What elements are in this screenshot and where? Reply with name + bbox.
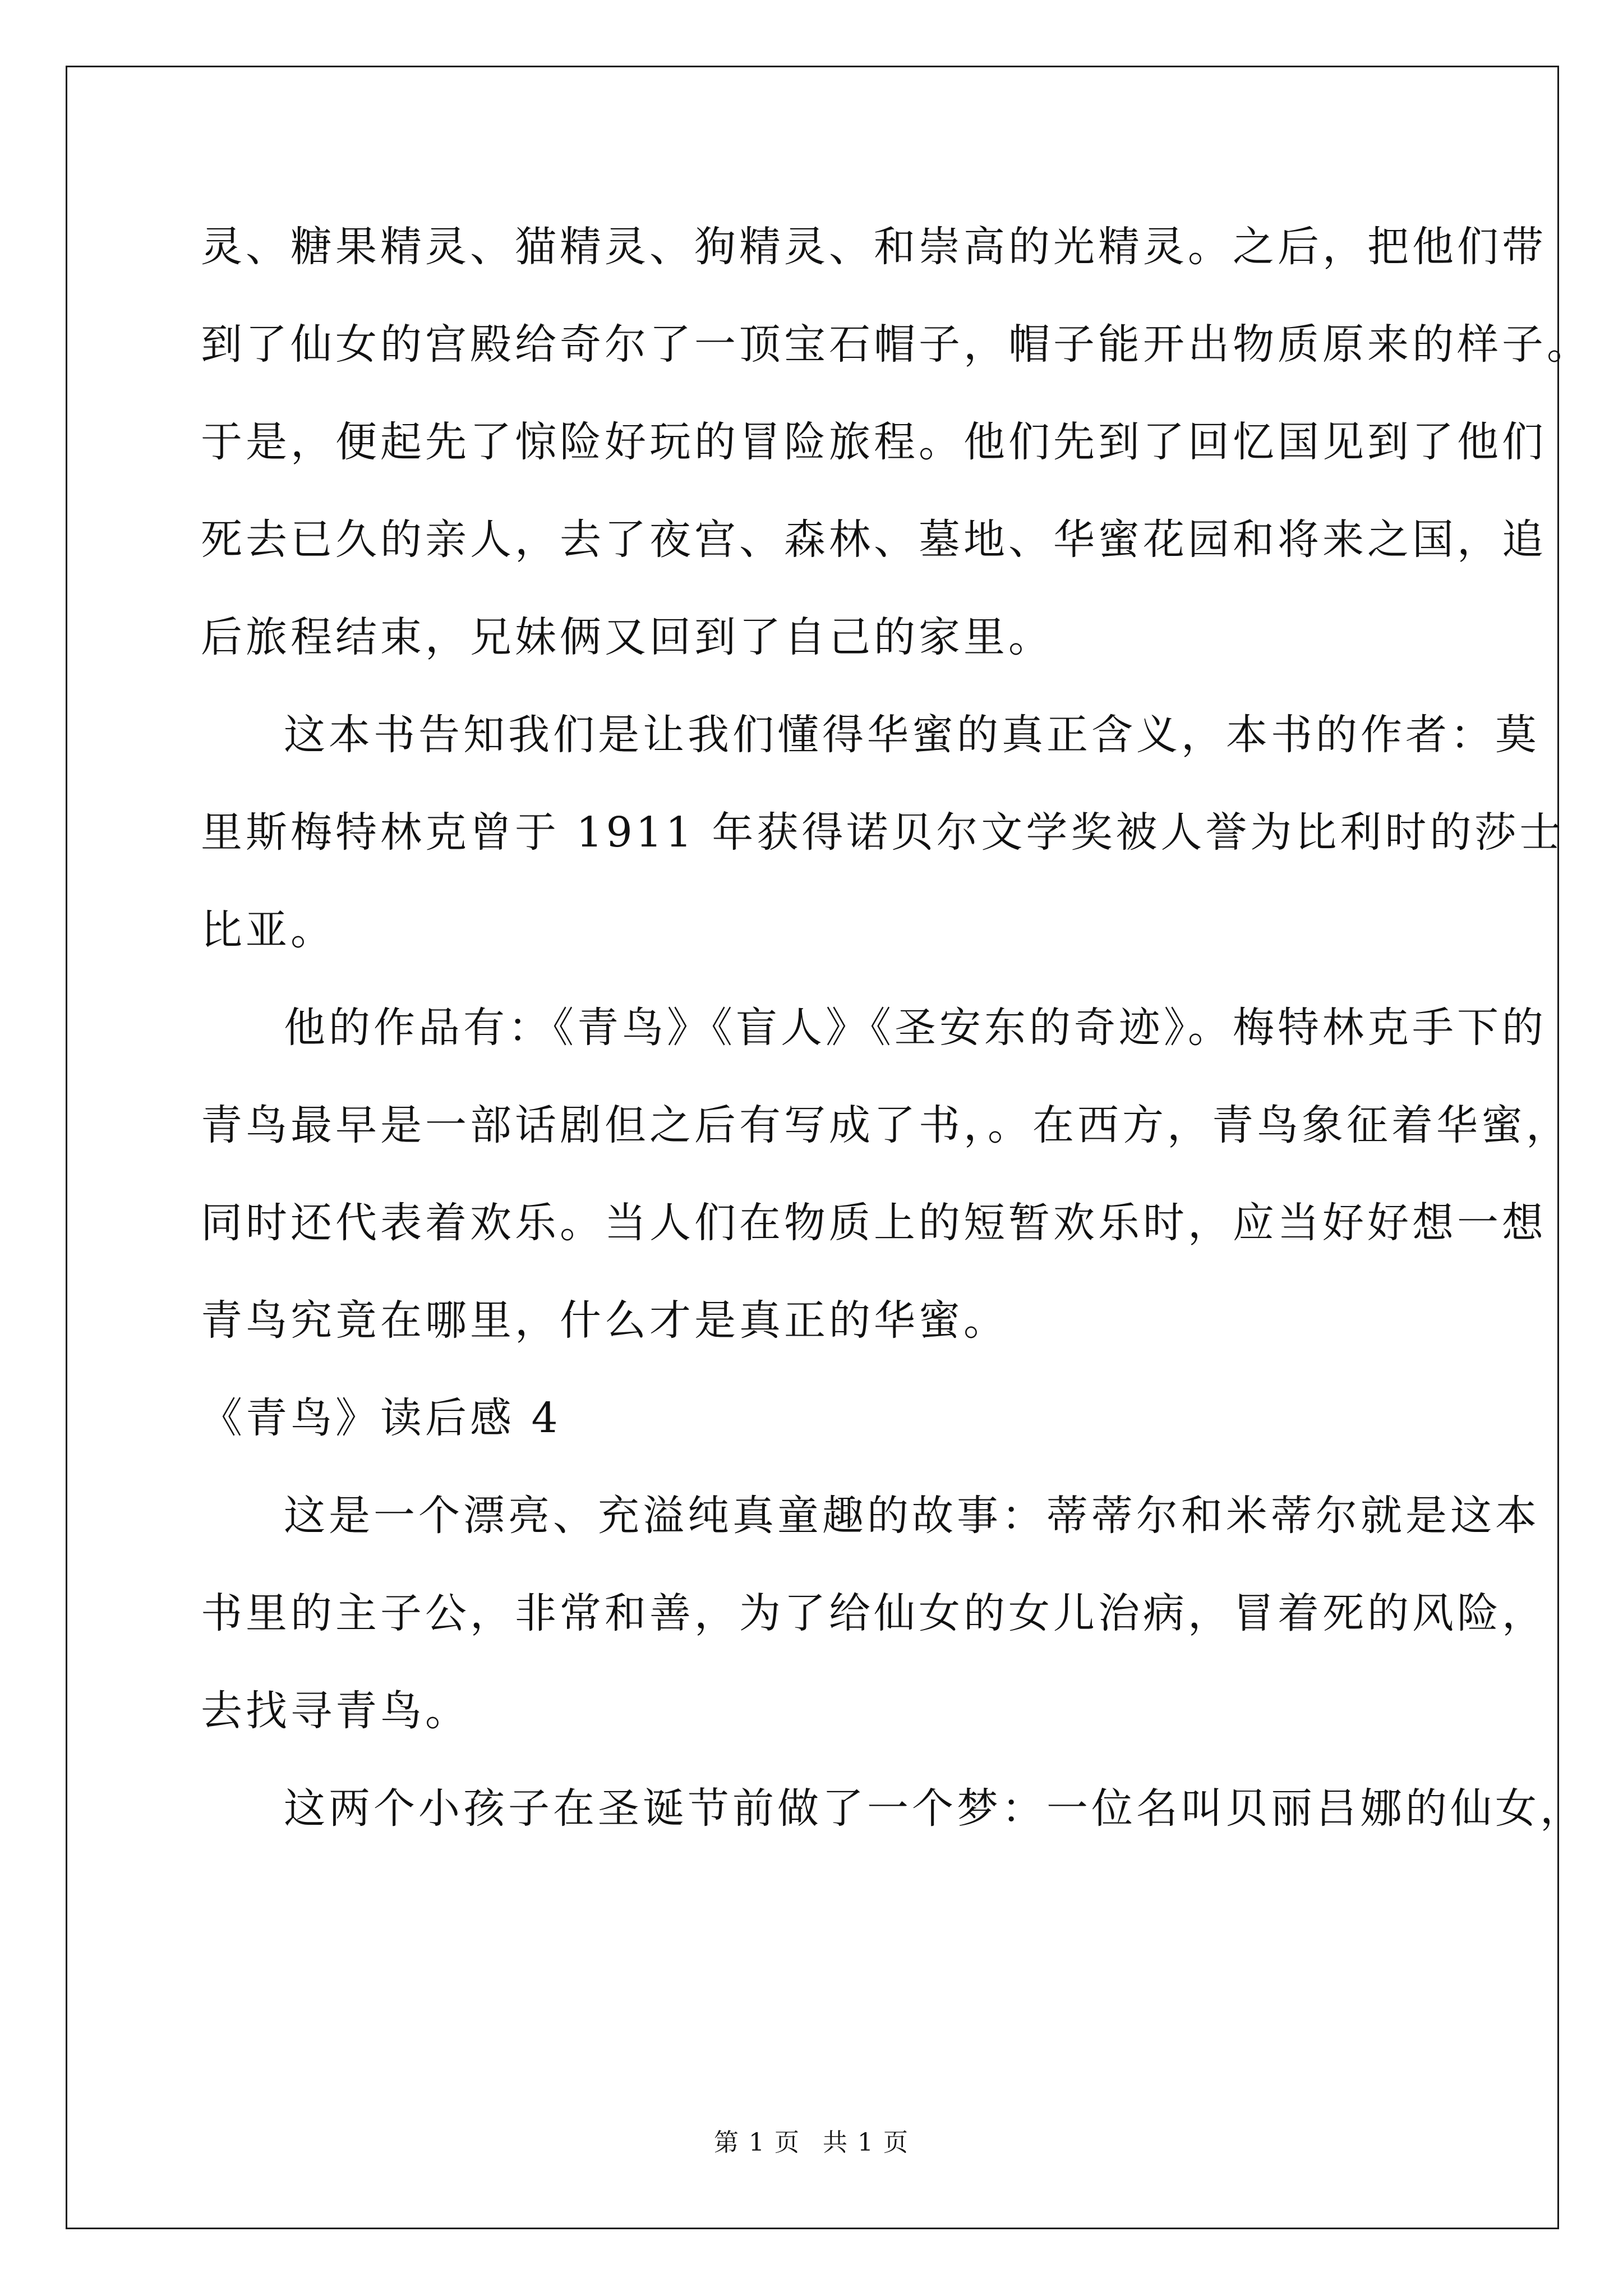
body-line: 他的作品有：《青鸟》《盲人》《圣安东的奇迹》。梅特林克手下的 bbox=[284, 1004, 1547, 1052]
body-line: 去找寻青鸟。 bbox=[201, 1687, 470, 1735]
body-line: 青鸟最早是一部话剧但之后有写成了书，。在西方，青鸟象征着华蜜， bbox=[201, 1101, 1571, 1149]
body-line: 这两个小孩子在圣诞节前做了一个梦：一位名叫贝丽吕娜的仙女， bbox=[284, 1784, 1585, 1833]
section-heading: 《青鸟》读后感 4 bbox=[201, 1394, 561, 1442]
body-line: 书里的主子公，非常和善，为了给仙女的女儿治病，冒着死的风险， bbox=[201, 1589, 1547, 1637]
body-line: 同时还代表着欢乐。当人们在物质上的短暂欢乐时，应当好好想一想 bbox=[201, 1199, 1547, 1247]
body-line: 死去已久的亲人，去了夜宫、森林、墓地、华蜜花园和将来之国，追 bbox=[201, 516, 1547, 564]
page-number: 第 1 页 bbox=[714, 2128, 800, 2157]
body-line: 比亚。 bbox=[201, 906, 335, 954]
body-line: 这是一个漂亮、充溢纯真童趣的故事：蒂蒂尔和米蒂尔就是这本 bbox=[284, 1492, 1540, 1540]
body-line: 于是，便起先了惊险好玩的冒险旅程。他们先到了回忆国见到了他们 bbox=[201, 418, 1547, 466]
body-line: 灵、糖果精灵、猫精灵、狗精灵、和崇高的光精灵。之后，把他们带 bbox=[201, 223, 1547, 271]
body-line: 青鸟究竟在哪里，什么才是真正的华蜜。 bbox=[201, 1296, 1008, 1345]
body-line: 这本书告知我们是让我们懂得华蜜的真正含义，本书的作者：莫 bbox=[284, 711, 1540, 759]
page-total: 共 1 页 bbox=[823, 2128, 909, 2157]
body-line: 里斯梅特林克曾于 1911 年获得诺贝尔文学奖被人誉为比利时的莎士 bbox=[201, 808, 1565, 857]
body-line: 后旅程结束，兄妹俩又回到了自己的家里。 bbox=[201, 613, 1053, 661]
body-line: 到了仙女的宫殿给奇尔了一顶宝石帽子，帽子能开出物质原来的样子。 bbox=[201, 320, 1592, 369]
page-footer bbox=[0, 2126, 1623, 2160]
